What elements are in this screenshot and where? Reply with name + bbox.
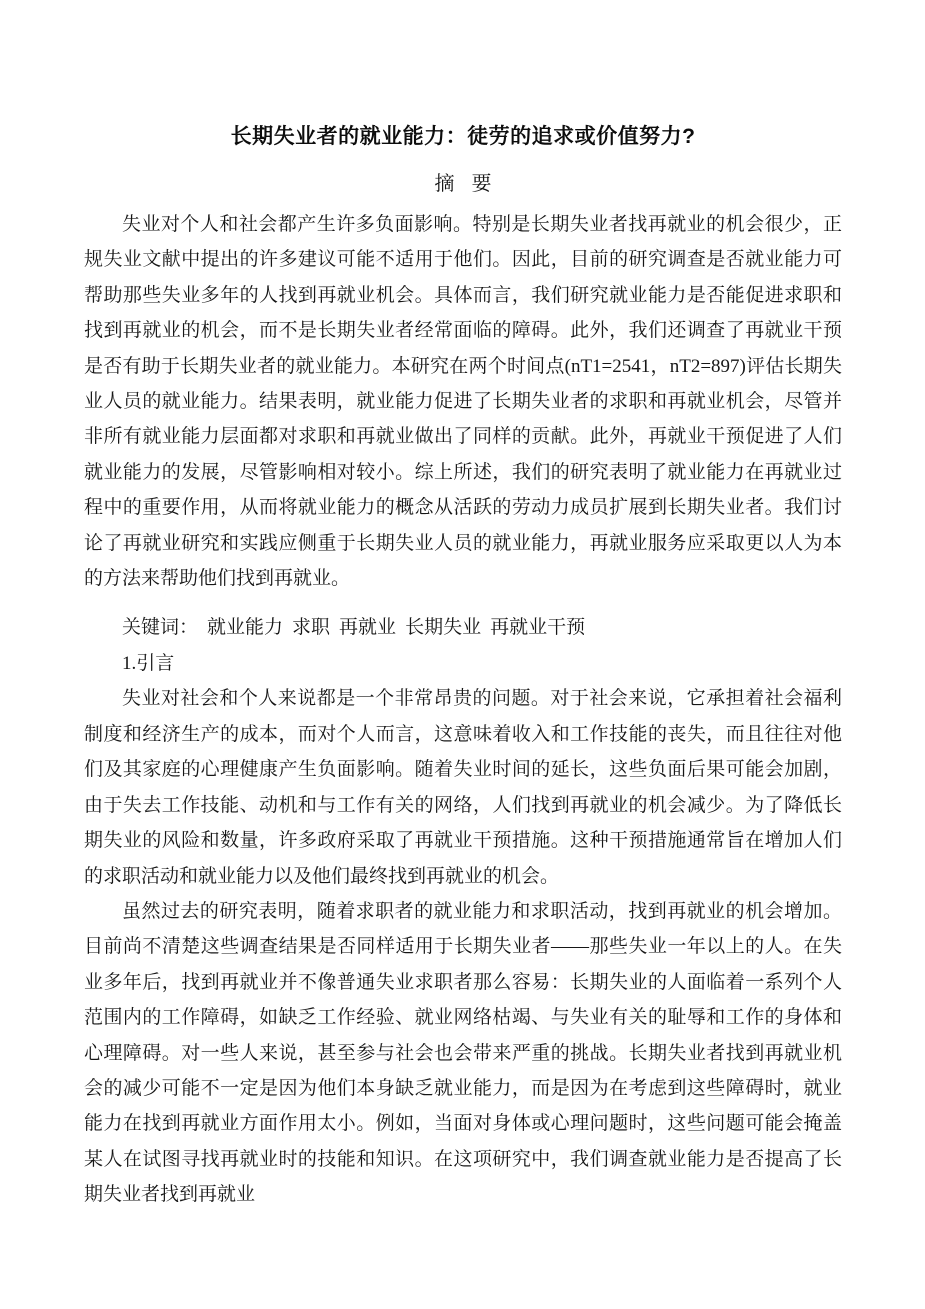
abstract-paragraph: 失业对个人和社会都产生许多负面影响。特别是长期失业者找再就业的机会很少，正规失业文献中提出的许多建议可能不适用于他们。因此，目前的研究调查是否就业能力可帮助那些失业多年的人找到再就业机会。具体而言，我们研究就业能力是否能促进求职和找到再就业的机会，而不是长期失业者经常面临的障碍。此外，我们还调查了再就业干预是否有助于长期失业者的就业能力。本研究在两个时间点(nT1=2541，nT2=897)评估长期失业人员的就业能力。结果表明，就业能力促进了长期失业者的求职和再就业机会，尽管并非所有就业能力层面都对求职和再就业做出了同样的贡献。此外，再就业干预促进了人们就业能力的发展，尽管影响相对较小。综上所述，我们的研究表明了就业能力在再就业过程中的重要作用，从而将就业能力的概念从活跃的劳动力成员扩展到长期失业者。我们讨论了再就业研究和实践应侧重于长期失业人员的就业能力，再就业服务应采取更以人为本的方法来帮助他们找到再就业。 <box>84 214 842 590</box>
intro-paragraph-2: 虽然过去的研究表明，随着求职者的就业能力和求职活动，找到再就业的机会增加。目前尚不清楚这些调查结果是否同样适用于长期失业者——那些失业一年以上的人。在失业多年后，找到再就业并不像普通失业求职者那么容易：长期失业的人面临着一系列个人范围内的工作障碍，如缺乏工作经验、就业网络枯竭、与失业有关的耻辱和工作的身体和心理障碍。对一些人来说，甚至参与社会也会带来严重的挑战。长期失业者找到再就业机会的减少可能不一定是因为他们本身缺乏就业能力，而是因为在考虑到这些障碍时，就业能力在找到再就业方面作用太小。例如，当面对身体或心理问题时，这些问题可能会掩盖某人在试图寻找再就业时的技能和知识。在这项研究中，我们调查就业能力是否提高了长期失业者找到再就业 <box>84 900 842 1206</box>
page-title: 长期失业者的就业能力：徒劳的追求或价值努力? <box>230 125 696 148</box>
abstract-heading: 摘 要 <box>434 173 492 195</box>
keywords-line <box>84 610 842 646</box>
keyword-term: 求职 <box>292 617 331 639</box>
keyword-term: 长期失业 <box>405 617 482 639</box>
keywords-label: 关键词： <box>122 617 199 639</box>
keyword-term: 就业能力 <box>207 617 284 639</box>
intro-paragraph-1: 失业对社会和个人来说都是一个非常昂贵的问题。对于社会来说，它承担着社会福利制度和经济生产的成本，而对个人而言，这意味着收入和工作技能的丧失，而且往往对他们及其家庭的心理健康产生负面影响。随着失业时间的延长，这些负面后果可能会加剧，由于失去工作技能、动机和与工作有关的网络，人们找到再就业的机会减少。为了降低长期失业的风险和数量，许多政府采取了再就业干预措施。这种干预措施通常旨在增加人们的求职活动和就业能力以及他们最终找到再就业的机会。 <box>84 688 842 887</box>
document-content <box>84 0 842 1213</box>
section-1-heading: 1.引言 <box>122 652 175 674</box>
keyword-term: 再就业干预 <box>490 617 586 639</box>
keyword-term: 再就业 <box>339 617 397 639</box>
